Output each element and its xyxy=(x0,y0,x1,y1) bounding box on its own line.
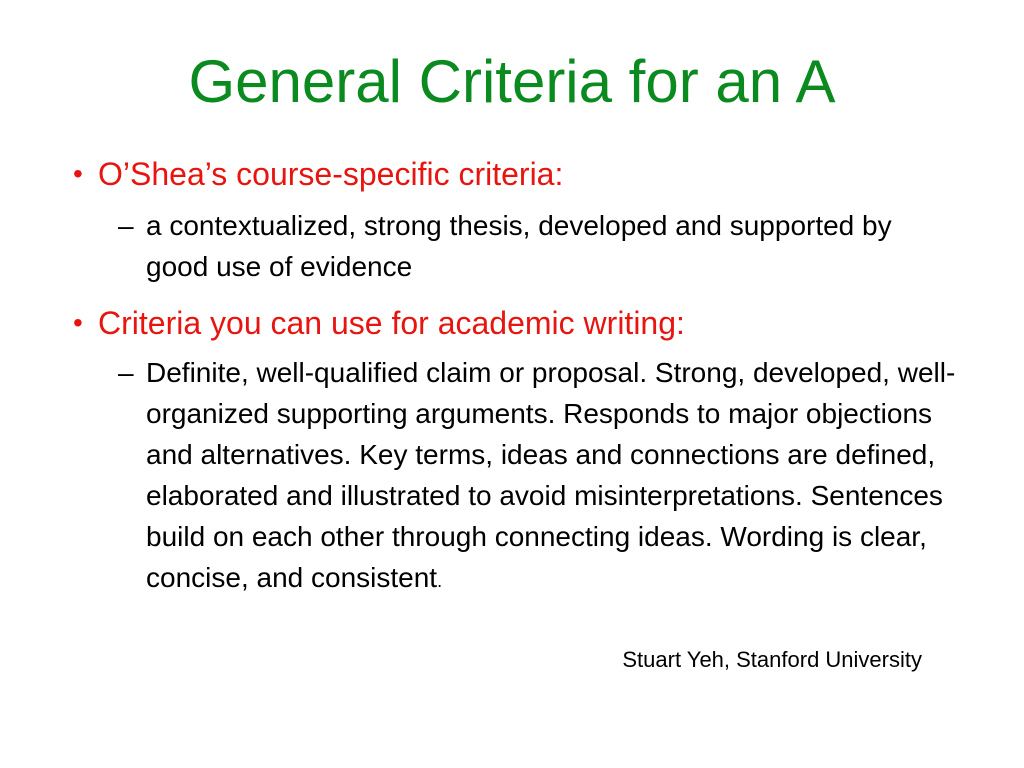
bullet-text: Criteria you can use for academic writing: xyxy=(98,305,685,341)
bullet-marker: • xyxy=(73,307,83,338)
bullet-marker: • xyxy=(73,158,83,189)
sub-bullet-marker: – xyxy=(118,210,134,241)
sub-bullet-text: Definite, well-qualified claim or proposal. Strong, developed, well-organized supporting arguments. Responds to major objections and alternatives. Key terms, ideas and connections are defined, elaborated and illustrated to avoid misinterpretations. Sentences build on each other through connecting ideas. Wording is clear, concise, and consistent xyxy=(146,357,956,593)
sub-bullet-text: a contextualized, strong thesis, developed and supported by good use of evidence xyxy=(146,210,892,282)
trailing-period: . xyxy=(437,571,443,591)
bullet-text: O’Shea’s course-specific criteria: xyxy=(98,156,564,192)
slide-title: General Criteria for an A xyxy=(188,48,836,115)
attribution: Stuart Yeh, Stanford University xyxy=(622,647,922,672)
sub-bullet-text-wrapper xyxy=(146,352,958,602)
sub-bullet-marker: – xyxy=(118,357,134,388)
